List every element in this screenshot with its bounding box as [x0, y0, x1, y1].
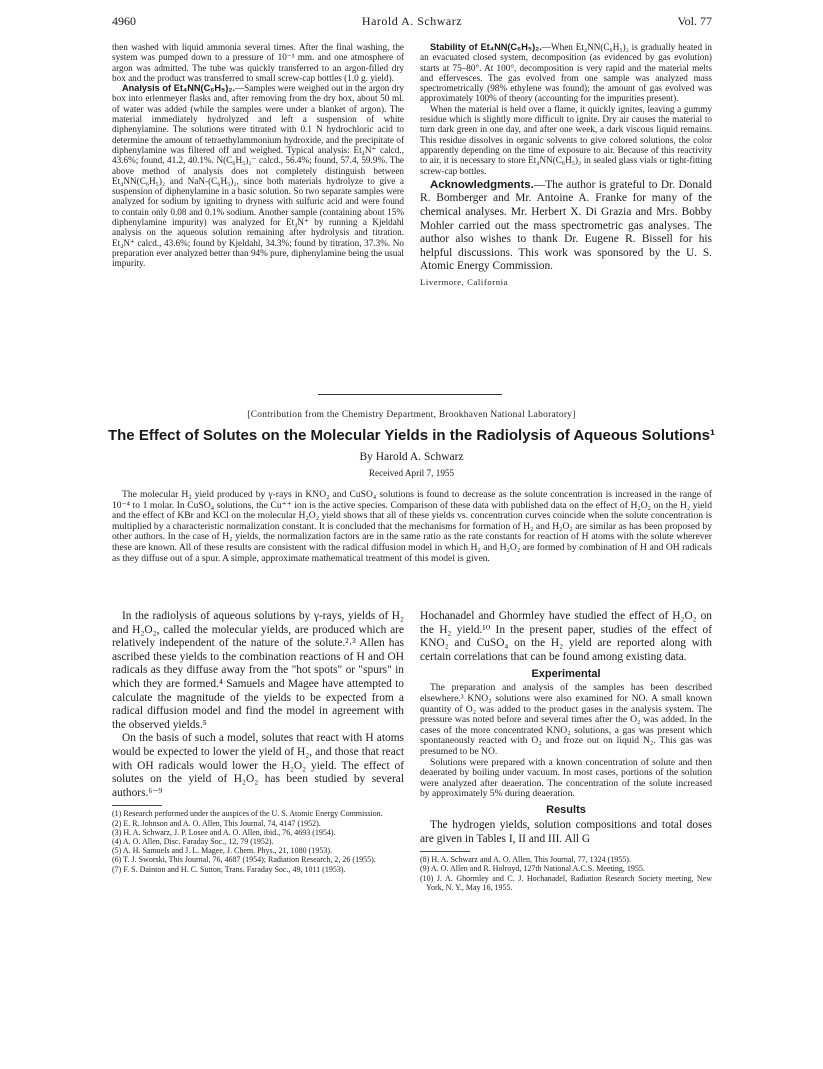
running-title: Harold A. Schwarz: [361, 14, 463, 28]
paragraph: then washed with liquid ammonia several times. After the final washing, the system was pumped down to a pressure of 10⁻³ mm. and one atmosphere of argon was admitted. The tube was quickly transferred to an argon-filled dry box and the product was transferred to small screw-cap bottles (1.0 g. yield).: [112, 42, 404, 83]
footnote: (4) A. O. Allen, Disc. Faraday Soc., 12, 79 (1952).: [112, 836, 274, 846]
acknowledgments: [420, 179, 712, 274]
paragraph-heading: Stability of Et₄NN(C₆H₅)₂.: [430, 42, 542, 52]
introduction-continued: [420, 610, 712, 664]
paragraph: On the basis of such a model, solutes that react with H atoms would be expected to lower the yield of H₂, and those that react with OH radicals would lower the H₂O₂ yield. The effect of solutes on the yield of H₂O₂ has been studied by several authors.⁶⁻⁹: [112, 732, 404, 799]
volume-label: Vol. 77: [677, 14, 712, 28]
paragraph: In the radiolysis of aqueous solutions by γ-rays, yields of H₂ and H₂O₂, called the molecular yields, are produced which are relatively independent of the nature of the solute.²˒³ Allen has ascribed these yields to the combination reactions of H and OH radicals as they diffuse away from the "hot spots" or "spurs" in which they are formed.⁴ Samuels and Magee have attempted to calculate the magnitude of the yields to be expected from a radical diffusion model and find the model in agreement with the observed yields.⁵: [112, 610, 404, 731]
footnote: (7) F. S. Dainton and H. C. Sutton, Trans. Faraday Soc., 49, 1011 (1953).: [112, 864, 346, 874]
prev-article-right-column: [420, 42, 712, 287]
footnotes-right: [420, 855, 712, 892]
footnote: (2) E. R. Johnson and A. O. Allen, This Journal, 74, 4147 (1952).: [112, 818, 321, 828]
footnote: (9) A. O. Allen and R. Holroyd, 127th National A.C.S. Meeting, 1955.: [420, 864, 645, 874]
prev-article-left-column: [112, 42, 404, 269]
footnotes-left: [112, 809, 404, 873]
contribution-line: [Contribution from the Chemistry Department, Brookhaven National Laboratory]: [247, 410, 576, 420]
paragraph: Solutions were prepared with a known concentration of solute and then deaerated by boiling under vacuum. In most cases, portions of the solution were analyzed after deaeration. The concentration of the solute increased by approximately 5% during deaeration.: [420, 756, 712, 800]
abstract: [112, 490, 712, 564]
footnote: (5) A. H. Samuels and J. L. Magee, J. Chem. Phys., 21, 1080 (1953).: [112, 846, 332, 856]
paragraph-heading: Analysis of Et₄NN(C₆H₅)₂.: [122, 83, 235, 94]
paragraph: The preparation and analysis of the samples has been described elsewhere.³ KNO₂ solutions were also examined for NO. A small known quantity of O₂ was added to the product gases in the analysis system. The pressure was noted before and several times after the O₂ was added. In the cases of the more concentrated KNO₂ solutions, a gas was present which spontaneously reacted with O₂ and froze out on liquid N₂. This gas was presumed to be NO.: [420, 682, 712, 757]
acknowledgments-text: —The author is grateful to Dr. Donald R. Bomberger and Mr. Antoine A. Franke for many of the chemical analyses. Mr. Herbert X. Di Grazia and Mrs. Bobby Mohler carried out the mass spectrometric gas analyses. The author also wishes to thank Dr. Eugene R. Bissell for his helpful discussions. This work was sponsored by the U. S. Atomic Energy Commission.: [420, 178, 712, 273]
experimental-section: [420, 683, 712, 800]
footnote-rule: [112, 805, 162, 806]
location: Livermore, California: [420, 277, 509, 288]
paragraph: [420, 42, 712, 104]
paragraph: Hochanadel and Ghormley have studied the effect of H₂O₂ on the H₂ yield.¹⁰ In the present paper, studies of the effect of KNO₂ and CuSO₄ on the H₂ yield are reported along with certain correlations that can be found among existing data.: [420, 610, 712, 663]
footnote: (8) H. A. Schwarz and A. O. Allen, This Journal, 77, 1324 (1955).: [420, 855, 631, 865]
paragraph: The hydrogen yields, solution compositions and total doses are given in Tables I, II and III. All G: [420, 818, 712, 845]
paragraph-text: —When Et₄NN(C₆H₅)₂ is gradually heated in an evacuated closed system, decomposition (as evidenced by gas evolution) starts at 75–80°. At 100°, decomposition is very rapid and the material melts and effervesces. The gas evolved from one sample was analyzed mass spectrometrically (98% ethylene was found); the amount of gas evolved was approximately 100% of theory (accounting for the impurities present).: [420, 42, 712, 104]
section-heading-experimental: Experimental: [531, 668, 601, 681]
section-heading-results: Results: [546, 803, 586, 816]
author-byline: By Harold A. Schwarz: [359, 451, 464, 463]
acknowledgments-heading: Acknowledgments.: [430, 178, 534, 191]
results-section: [420, 819, 712, 846]
divider: [318, 394, 502, 395]
running-header: [112, 14, 712, 30]
article-left-column: [112, 610, 404, 874]
footnote: (1) Research performed under the auspices of the U. S. Atomic Energy Commission.: [112, 809, 383, 819]
introduction: [112, 610, 404, 800]
received-date: Received April 7, 1955: [368, 468, 455, 478]
paragraph: When the material is held over a flame, it quickly ignites, leaving a gummy residue which is slightly more difficult to ignite. Dry air causes the material to turn dark green in one day, and after one week, a dark viscous liquid remains. This residue dissolves in organic solvents to give colored solutions, the color apparently depending on the time of exposure to air. Because of this reactivity to air, it is necessary to store Et₄NN(C₆H₅)₂ in sealed glass vials or tight-fitting screw-cap bottles.: [420, 103, 712, 176]
footnote: (3) H. A. Schwarz, J. P. Losee and A. O. Allen, ibid., 76, 4693 (1954).: [112, 827, 336, 837]
article-right-column: [420, 610, 712, 892]
abstract-text: The molecular H₂ yield produced by γ-rays in KNO₂ and CuSO₄ solutions is found to decrease as the solute concentration is increased in the range of 10⁻⁴ to 1 molar. In CuSO₄ solutions, the Cu⁺⁺ ion is the active species. Comparison of these data with published data on the effect of H₂O₂ on the H₂ yield and the effect of KBr and KCl on the molecular H₂O₂ yield shows that all of these yields vs. concentration curves coincide when the solute concentration is multiplied by a characteristic normalization constant. It is concluded that the mechanisms for formation of H₂ and H₂O₂ are similar as has been proposed by other authors. In the case of H₂ yields, the normalization factors are in the same ratio as the rate constants for reaction of H atoms with the solute wherever these are known. All of these results are consistent with the radical diffusion model in which H₂ and H₂O₂ are formed by combination of H and OH radicals as they diffuse out of a spur. A simple, approximate mathematical treatment of this model is given.: [112, 489, 712, 564]
footnote-rule: [420, 851, 470, 852]
footnote: (6) T. J. Sworski, This Journal, 76, 4687 (1954); Radiation Research, 2, 26 (1955).: [112, 855, 376, 865]
page-number: 4960: [112, 14, 136, 28]
paragraph-text: —Samples were weighed out in the argon dry box into erlenmeyer flasks and, after removing from the dry box, about 50 ml. of water was added (while the samples were under a blanket of argon). The material immediately hydrolyzed and left a suspension of white diphenylamine. The solutions were titrated with 0.1 N hydrochloric acid to determine the amount of tetraethylammonium hydroxide, and the precipitate of diphenylamine was filtered off and weighed. Typical analysis: Et₄N⁺ calcd., 43.6%; found, 41.2, 40.1%. N(C₆H₅)₂⁻ calcd., 56.4%; found, 57.4, 59.9%. The above method of analysis does not completely distinguish between Et₄NN(C₆H₅)₂ and NaN-(C₆H₅)₂, since both materials hydrolyze to give a suspension of diphenylamine in a basic solution. So two separate samples were analyzed for sodium by igniting to dryness with sulfuric acid and were found to contain only 0.08 and 0.1% sodium. Another sample (containing about 15% diphenylamine impurity) was analyzed for Et₄N⁺ by running a Kjeldahl analysis on the aqueous solution remaining after hydrolysis and titration. Et₄N⁺ calcd., 43.6%; found by Kjeldahl, 34.3%; found by titration, 37.3%. No preparation ever analyzed better than 94% pure, diphenylamine being the usual impurity.: [112, 83, 404, 269]
footnote: (10) J. A. Ghormley and C. J. Hochanadel, Radiation Research Society meeting, New York, N. Y., May 16, 1955.: [420, 873, 712, 892]
article-title: The Effect of Solutes on the Molecular Yields in the Radiolysis of Aqueous Solutions¹: [107, 427, 715, 444]
paragraph: [112, 83, 404, 268]
